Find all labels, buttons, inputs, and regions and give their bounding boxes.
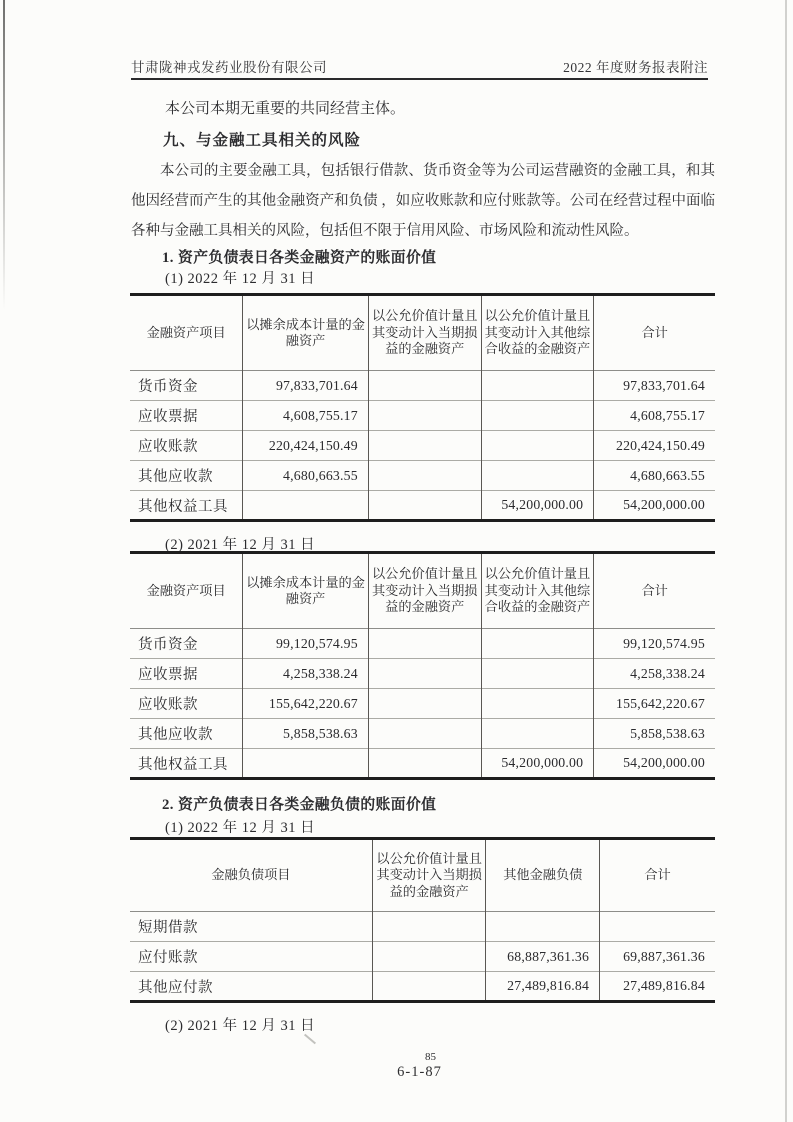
cell-value bbox=[481, 629, 594, 659]
cell-value: 220,424,150.49 bbox=[243, 431, 369, 461]
cell-value: 97,833,701.64 bbox=[243, 371, 369, 401]
date-caption-liabilities-2022: (1) 2022 年 12 月 31 日 bbox=[165, 820, 316, 836]
column-header: 合计 bbox=[594, 295, 715, 371]
row-label: 货币资金 bbox=[138, 379, 198, 395]
cell-value: 5,858,538.63 bbox=[594, 719, 715, 749]
table-row bbox=[130, 461, 715, 491]
scan-artifact-smudge bbox=[304, 1034, 316, 1045]
row-label: 短期借款 bbox=[138, 920, 198, 936]
intro-sentence: 本公司本期无重要的共同经营主体。 bbox=[165, 101, 406, 117]
column-header: 以公允价值计量且其变动计入其他综合收益的金融资产 bbox=[481, 295, 594, 371]
column-header: 其他金融负债 bbox=[486, 839, 600, 912]
risk-paragraph: 本公司的主要金融工具，包括银行借款、货币资金等为公司运营融资的金融工具，和其他因经营而产生的其他金融资产和负债 ，如应收账款和应付账款等。公司在经营过程中面临各种与金融工具相关的风险，包括但不限于信用风险、市场风险和流动性风险。 bbox=[131, 163, 715, 239]
subsection-1-title: 1. 资产负债表日各类金融资产的账面价值 bbox=[162, 250, 437, 266]
table-row bbox=[130, 912, 715, 942]
column-header: 以公允价值计量且其变动计入当期损益的金融资产 bbox=[368, 553, 481, 629]
cell-value bbox=[243, 749, 369, 779]
cell-value: 54,200,000.00 bbox=[594, 749, 715, 779]
liabilities-table-2022 bbox=[130, 837, 715, 1003]
row-label: 其他权益工具 bbox=[138, 756, 228, 773]
cell-value: 54,200,000.00 bbox=[481, 749, 594, 779]
table-row bbox=[130, 972, 715, 1002]
row-label: 其他应付款 bbox=[138, 979, 213, 996]
cell-value bbox=[372, 942, 486, 972]
cell-value bbox=[481, 371, 594, 401]
table-header-row bbox=[130, 295, 715, 371]
table-row bbox=[130, 401, 715, 431]
cell-value: 155,642,220.67 bbox=[243, 689, 369, 719]
table-row bbox=[130, 371, 715, 401]
assets-table-2022 bbox=[130, 293, 715, 522]
row-label: 应收票据 bbox=[138, 667, 198, 683]
cell-value bbox=[368, 431, 481, 461]
cell-value: 68,887,361.36 bbox=[486, 942, 600, 972]
table-row bbox=[130, 659, 715, 689]
report-note-title: 2022 年度财务报表附注 bbox=[563, 60, 708, 75]
column-header: 以公允价值计量且其变动计入当期损益的金融资产 bbox=[372, 839, 486, 912]
row-label: 应收账款 bbox=[138, 439, 198, 455]
date-caption-assets-2021: (2) 2021 年 12 月 31 日 bbox=[165, 537, 316, 553]
section-heading: 九、与金融工具相关的风险 bbox=[163, 132, 362, 149]
cell-value bbox=[368, 689, 481, 719]
column-header: 以公允价值计量且其变动计入当期损益的金融资产 bbox=[368, 295, 481, 371]
cell-value bbox=[600, 912, 715, 942]
column-header: 金融资产项目 bbox=[146, 582, 226, 598]
table-header-row bbox=[130, 553, 715, 629]
cell-value: 97,833,701.64 bbox=[594, 371, 715, 401]
scan-artifact-right-line bbox=[785, 0, 787, 1122]
table-row bbox=[130, 689, 715, 719]
cell-value: 4,680,663.55 bbox=[243, 461, 369, 491]
scan-artifact-left-line bbox=[3, 0, 5, 310]
cell-value bbox=[368, 719, 481, 749]
table-row bbox=[130, 629, 715, 659]
table-row bbox=[130, 749, 715, 779]
row-label: 应付账款 bbox=[138, 950, 198, 966]
cell-value bbox=[368, 749, 481, 779]
column-header: 金融资产项目 bbox=[146, 324, 226, 340]
cell-value: 69,887,361.36 bbox=[600, 942, 715, 972]
cell-value: 4,258,338.24 bbox=[594, 659, 715, 689]
cell-value bbox=[368, 629, 481, 659]
column-header: 以公允价值计量且其变动计入其他综合收益的金融资产 bbox=[481, 553, 594, 629]
table-row bbox=[130, 431, 715, 461]
cell-value bbox=[486, 912, 600, 942]
doc-code: 6-1-87 bbox=[397, 1064, 442, 1080]
cell-value: 27,489,816.84 bbox=[486, 972, 600, 1002]
cell-value: 99,120,574.95 bbox=[594, 629, 715, 659]
cell-value: 155,642,220.67 bbox=[594, 689, 715, 719]
column-header: 合计 bbox=[594, 553, 715, 629]
table-header-row bbox=[130, 839, 715, 912]
cell-value: 4,680,663.55 bbox=[594, 461, 715, 491]
cell-value: 5,858,538.63 bbox=[243, 719, 369, 749]
cell-value bbox=[481, 401, 594, 431]
column-header: 合计 bbox=[600, 839, 715, 912]
table-row bbox=[130, 491, 715, 521]
cell-value bbox=[481, 689, 594, 719]
date-caption-liabilities-2021: (2) 2021 年 12 月 31 日 bbox=[165, 1018, 316, 1034]
cell-value bbox=[481, 719, 594, 749]
company-name: 甘肃陇神戎发药业股份有限公司 bbox=[131, 60, 327, 75]
column-header: 以摊余成本计量的金融资产 bbox=[243, 295, 369, 371]
row-label: 应收账款 bbox=[138, 697, 198, 713]
date-caption-assets-2022: (1) 2022 年 12 月 31 日 bbox=[165, 271, 316, 287]
table-row bbox=[130, 719, 715, 749]
assets-table-2021 bbox=[130, 551, 715, 780]
cell-value bbox=[243, 491, 369, 521]
cell-value bbox=[368, 491, 481, 521]
cell-value bbox=[372, 972, 486, 1002]
cell-value bbox=[368, 371, 481, 401]
cell-value bbox=[368, 461, 481, 491]
table-row bbox=[130, 942, 715, 972]
cell-value bbox=[368, 401, 481, 431]
cell-value: 54,200,000.00 bbox=[594, 491, 715, 521]
row-label: 其他应收款 bbox=[138, 469, 213, 485]
cell-value bbox=[481, 431, 594, 461]
row-label: 其他权益工具 bbox=[138, 498, 228, 515]
cell-value: 4,608,755.17 bbox=[594, 401, 715, 431]
column-header: 以摊余成本计量的金融资产 bbox=[243, 553, 369, 629]
cell-value bbox=[372, 912, 486, 942]
cell-value: 220,424,150.49 bbox=[594, 431, 715, 461]
cell-value bbox=[481, 659, 594, 689]
page-header bbox=[131, 56, 708, 76]
cell-value: 4,608,755.17 bbox=[243, 401, 369, 431]
cell-value: 54,200,000.00 bbox=[481, 491, 594, 521]
subsection-2-title: 2. 资产负债表日各类金融负债的账面价值 bbox=[162, 797, 437, 813]
column-header: 金融负债项目 bbox=[211, 867, 291, 883]
row-label: 其他应收款 bbox=[138, 727, 213, 743]
cell-value bbox=[481, 461, 594, 491]
header-rule bbox=[131, 78, 708, 80]
cell-value: 99,120,574.95 bbox=[243, 629, 369, 659]
cell-value: 4,258,338.24 bbox=[243, 659, 369, 689]
page-footer bbox=[131, 1051, 708, 1081]
cell-value bbox=[368, 659, 481, 689]
row-label: 货币资金 bbox=[138, 637, 198, 653]
page-number: 85 bbox=[425, 1051, 436, 1063]
row-label: 应收票据 bbox=[138, 409, 198, 425]
cell-value: 27,489,816.84 bbox=[600, 972, 715, 1002]
